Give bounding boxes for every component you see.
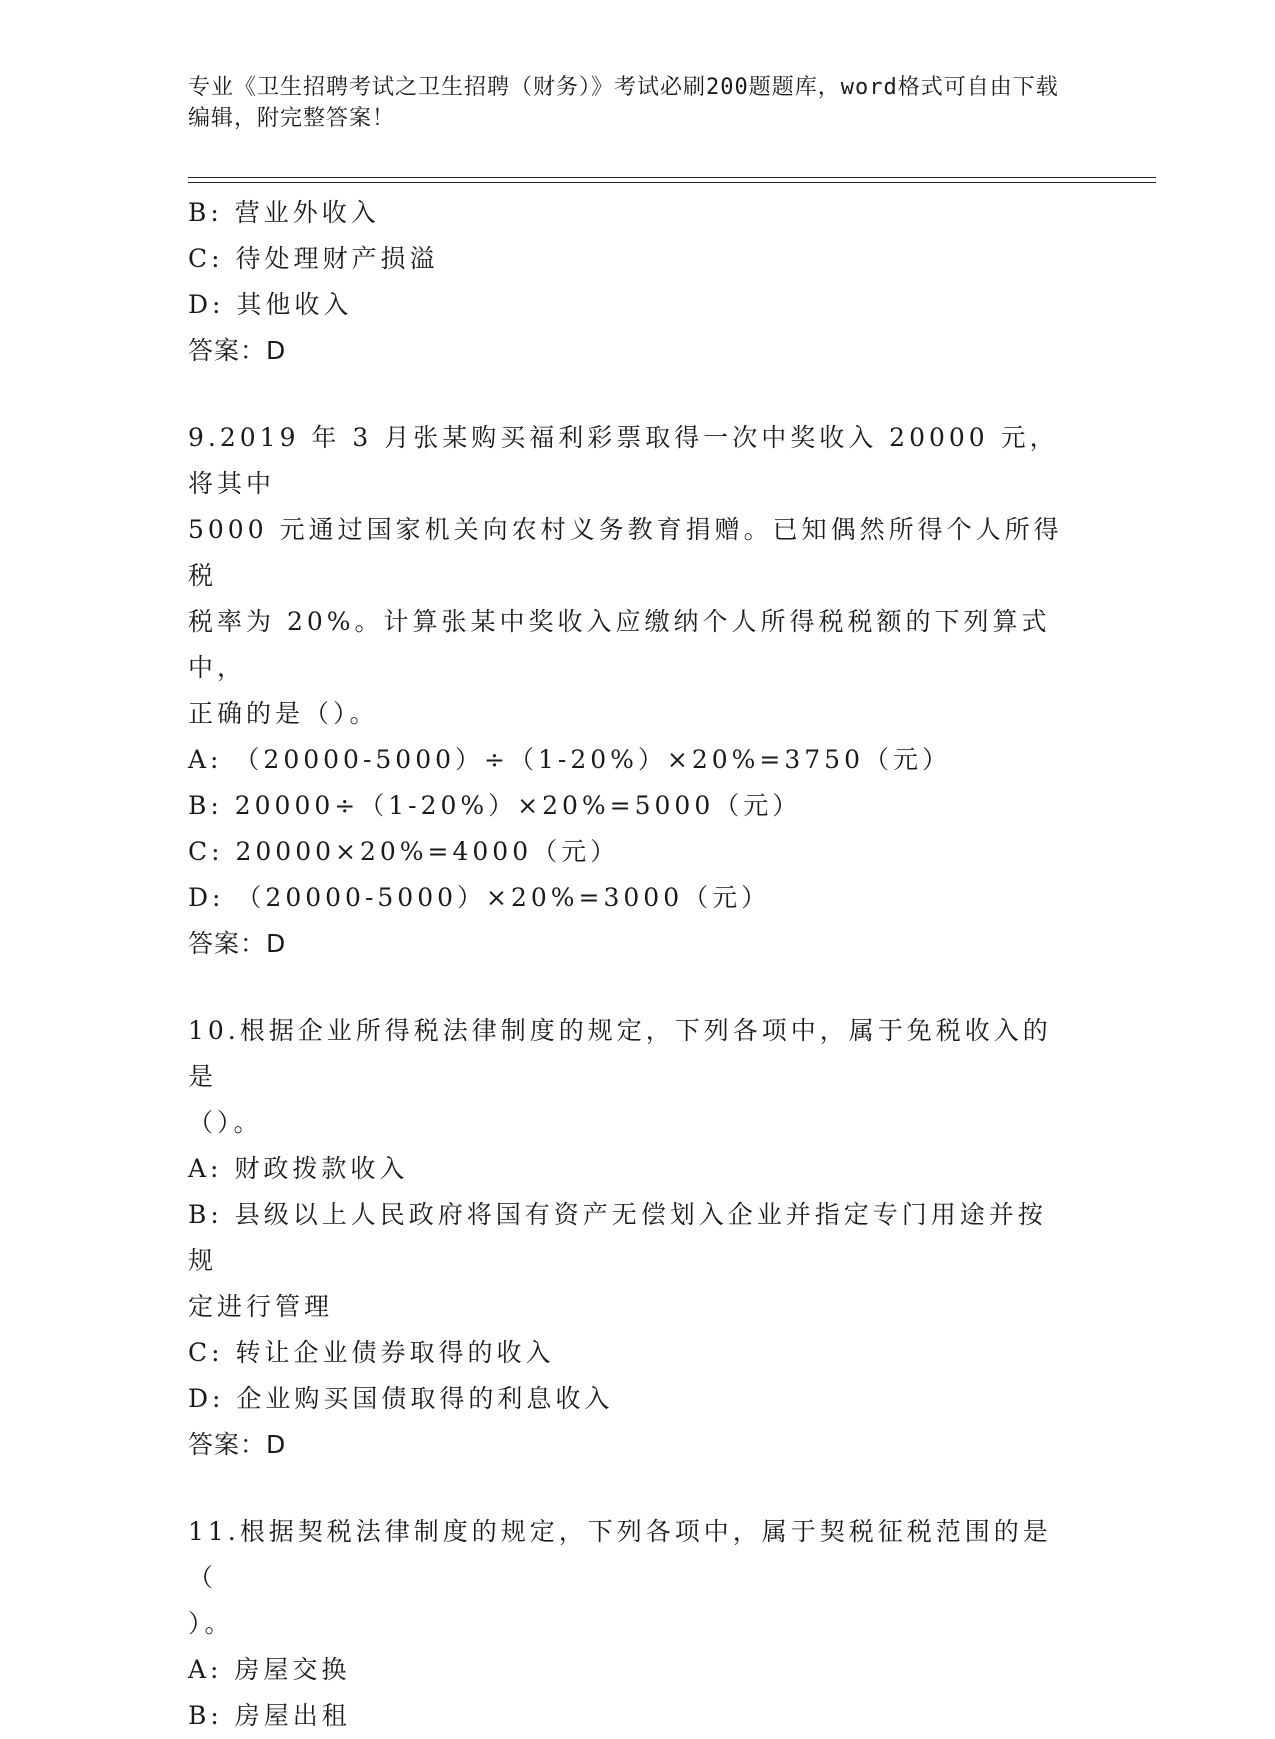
question-stem-line: 5000 元通过国家机关向农村义务教育捐赠。已知偶然所得个人所得税 [188,515,1063,590]
question-list [188,190,1068,1739]
header-divider-top [188,177,1156,178]
header-divider-bottom [188,182,1156,183]
option-c: C: 转让企业债券取得的收入 [188,1338,555,1367]
question-11 [188,1509,1068,1739]
question-gap [188,374,1068,415]
option-d: D: 企业购买国债取得的利息收入 [188,1384,614,1413]
question-gap [188,967,1068,1008]
option-b: B: 房屋出租 [188,1701,351,1730]
answer-line: 答案：D [188,1430,287,1459]
option-c: C: 待处理财产损溢 [188,244,439,273]
question-9 [188,415,1068,967]
question-stem-line: （）。 [188,1108,263,1137]
option-c: C: 20000×20%=4000（元） [188,837,620,866]
question-stem-line: 11.根据契税法律制度的规定，下列各项中，属于契税征税范围的是（ [188,1517,1052,1592]
question-stem-line: 10.根据企业所得税法律制度的规定，下列各项中，属于免税收入的是 [188,1016,1052,1091]
question-gap [188,1468,1068,1509]
option-a: A: 房屋交换 [188,1655,351,1684]
option-b: B: 20000÷（1-20%）×20%=5000（元） [188,791,802,820]
option-d: D: 其他收入 [188,290,353,319]
question-stem-line: 正确的是（）。 [188,699,379,728]
question-stem-line: ）。 [188,1609,234,1638]
option-b: B: 县级以上人民政府将国有资产无偿划入企业并指定专门用途并按规 [188,1200,1047,1275]
option-a: A: （20000-5000）÷（1-20%）×20%=3750（元） [188,745,951,774]
page-header-title: 专业《卫生招聘考试之卫生招聘（财务）》考试必刷200题题库，word格式可自由下载编辑，附完整答案！ [188,75,1059,131]
option-b-continued: 定进行管理 [188,1292,334,1321]
option-d: D: （20000-5000）×20%=3000（元） [188,883,771,912]
question-8 [188,190,1068,374]
option-b: B: 营业外收入 [188,198,380,227]
answer-line: 答案：D [188,929,287,958]
option-a: A: 财政拨款收入 [188,1154,409,1183]
question-stem-line: 9.2019 年 3 月张某购买福利彩票取得一次中奖收入 20000 元，将其中 [188,423,1059,498]
answer-line: 答案：D [188,336,287,365]
question-stem-line: 税率为 20%。计算张某中奖收入应缴纳个人所得税税额的下列算式中， [188,607,1051,682]
question-10 [188,1008,1068,1468]
